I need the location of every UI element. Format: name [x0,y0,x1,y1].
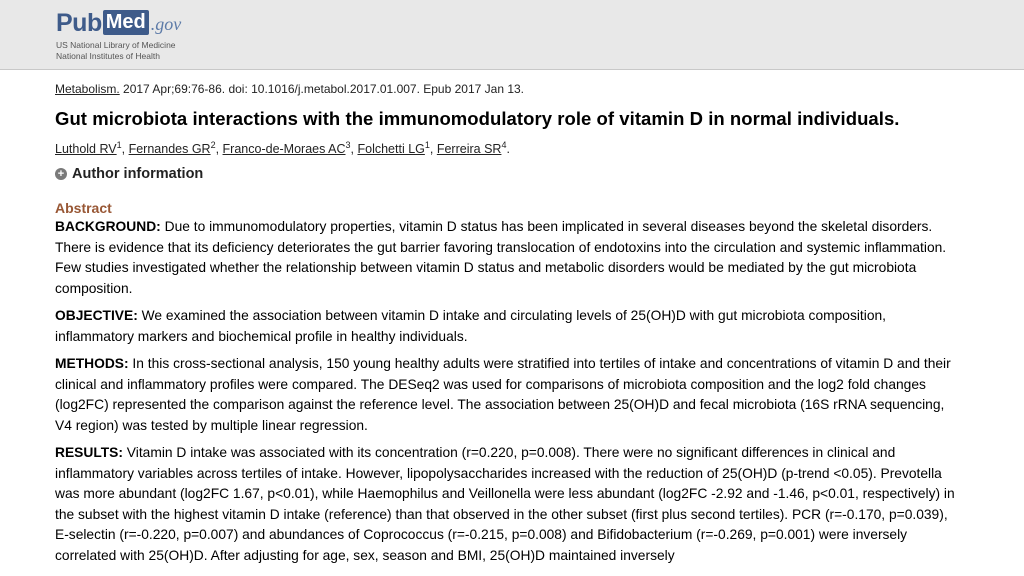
section-text: We examined the association between vitamin D intake and circulating levels of 25(OH)D with gut microbiota composition, inflammatory markers and biochemical profile in healthy individuals. [55,308,886,344]
citation-details: 2017 Apr;69:76-86. doi: 10.1016/j.metabol.2017.01.007. Epub 2017 Jan 13. [119,82,525,96]
abstract-section-background [55,217,955,299]
journal-link[interactable]: Metabolism. [55,82,120,96]
section-label: BACKGROUND: [55,219,161,234]
nlm-subtitle [56,40,176,61]
author-separator: , [121,142,129,156]
logo-med-box: Med [103,10,149,35]
author-affiliation-sup: 2 [210,139,216,150]
abstract-heading: Abstract [55,200,112,216]
section-text: In this cross-sectional analysis, 150 young healthy adults were stratified into tertiles of intake and concentrations of vitamin D and their clinical and inflammatory profiles were compared. The DESeq2 was used for comparisons of microbiota composition and the log2 fold changes (log2FC) represented the comparison against the reference level. The association between 25(OH)D and fecal microbiota (16S rRNA sequencing, V4 region) was tested by multiple linear regression. [55,356,951,433]
section-text: Due to immunomodulatory properties, vitamin D status has been implicated in several diseases beyond the skeletal disorders. There is evidence that its deficiency deteriorates the gut barrier favoring translocation of endotoxins into the circulation and systemic inflammation. Few studies investigated whether the relationship between vitamin D status and metabolic disorders would be mediated by the gut microbiota composition. [55,219,947,296]
expand-plus-icon: + [55,168,67,180]
author-link[interactable]: Folchetti LG [357,142,425,156]
author-link[interactable]: Ferreira SR [436,142,502,156]
article-content [55,80,955,566]
logo-gov-text: .gov [150,14,182,34]
abstract-section-objective [55,306,955,347]
author-information-toggle[interactable] [55,166,955,182]
logo-pub-text: Pub [56,9,102,37]
nlm-line-1: US National Library of Medicine [56,40,176,50]
pubmed-logo[interactable] [56,6,181,38]
nlm-line-2: National Institutes of Health [56,50,160,61]
author-affiliation-sup: 1 [116,139,122,150]
section-label: METHODS: [55,356,129,371]
author-link[interactable]: Franco-de-Moraes AC [222,142,346,156]
abstract-section-methods [55,354,955,436]
abstract-body [55,217,955,566]
section-label: OBJECTIVE: [55,308,138,323]
citation-line [55,80,955,98]
author-separator: , [350,142,358,156]
author-link[interactable]: Fernandes GR [128,142,211,156]
author-separator: , [429,142,437,156]
author-link[interactable]: Luthold RV [55,142,117,156]
author-affiliation-sup: 4 [501,139,507,150]
author-information-label: Author information [72,166,204,182]
author-separator: , [215,142,223,156]
author-affiliation-sup: 3 [345,139,351,150]
author-affiliation-sup: 1 [424,139,430,150]
site-header [0,0,1024,70]
article-title: Gut microbiota interactions with the immunomodulatory role of vitamin D in normal individuals. [55,108,900,129]
author-list [55,140,955,158]
abstract-section-results [55,443,955,566]
author-separator: . [506,142,510,156]
section-label: RESULTS: [55,445,123,460]
section-text: Vitamin D intake was associated with its concentration (r=0.220, p=0.008). There were no significant differences in clinical and inflammatory variables across tertiles of intake. However, lipopolysaccharides increased with the reduction of 25(OH)D (p-trend <0.05). Prevotella was more abundant (log2FC 1.67, p<0.01), while Haemophilus and Veillonella were less abundant (log2FC -2.92 and -1.46, p<0.01, respectively) in the subset with the highest vitamin D intake (reference) than that observed in the other subset (first plus second tertiles). PCR (r=-0.170, p=0.039), E-selectin (r=-0.220, p=0.007) and abundances of Coprococcus (r=-0.215, p=0.008) and Bifidobacterium (r=-0.269, p=0.001) were inversely correlated with 25(OH)D. After adjusting for age, sex, season and BMI, 25(OH)D maintained inversely [55,445,955,563]
